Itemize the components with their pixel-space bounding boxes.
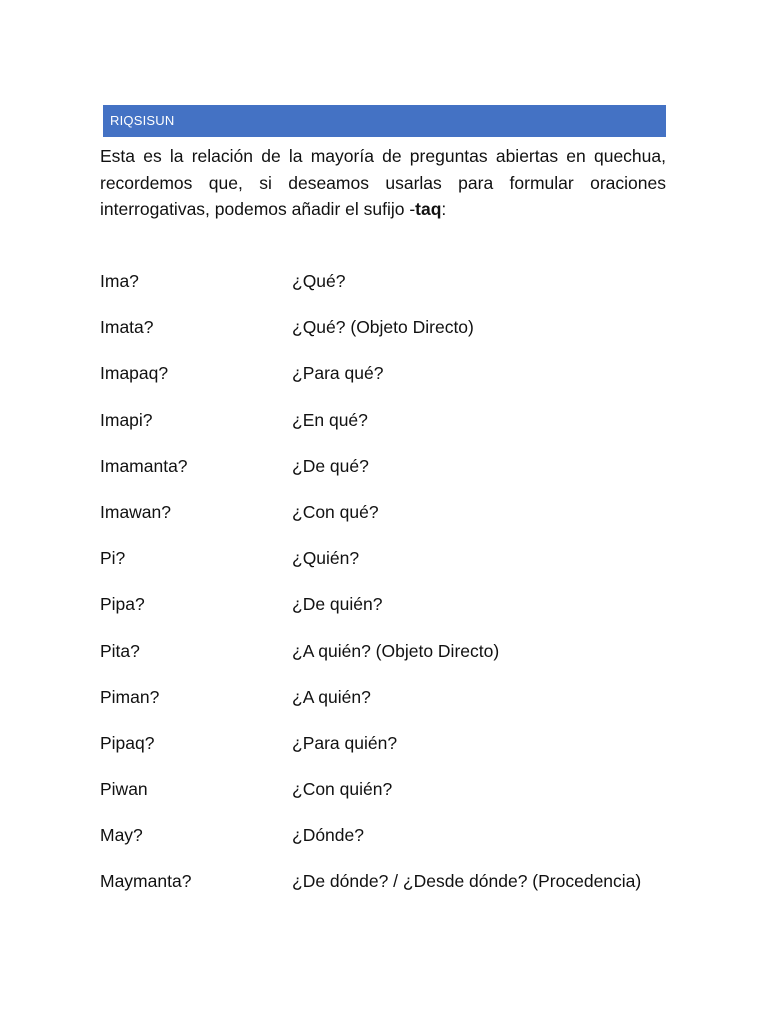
vocab-row: [100, 545, 670, 591]
intro-text: Esta es la relación de la mayoría de preguntas abiertas en quechua, recordemos que, si deseamos usarlas para formular oraciones interrogativas, podemos añadir el sufijo -: [100, 146, 666, 219]
vocab-row: [100, 314, 670, 360]
quechua-word: Piman?: [100, 686, 160, 707]
quechua-word: Imawan?: [100, 501, 172, 522]
quechua-word: Pipa?: [100, 594, 145, 615]
spanish-translation: ¿Dónde?: [292, 825, 364, 846]
quechua-word: Imapi?: [100, 409, 153, 430]
quechua-word: Imata?: [100, 317, 154, 338]
suffix-taq: taq: [415, 199, 442, 219]
vocab-row: [100, 822, 670, 868]
spanish-translation: ¿En qué?: [292, 409, 368, 430]
spanish-translation: ¿A quién? (Objeto Directo): [292, 640, 500, 661]
spanish-translation: ¿Qué?: [292, 271, 346, 291]
spanish-translation: ¿De dónde? / ¿Desde dónde? (Procedencia): [292, 871, 642, 892]
vocab-row: [100, 684, 670, 730]
vocab-row: [100, 730, 670, 776]
intro-paragraph: [100, 143, 666, 223]
intro-colon: :: [441, 199, 447, 219]
vocab-row: [100, 407, 670, 453]
section-title: RIQSISUN: [110, 113, 175, 128]
spanish-translation: ¿Qué? (Objeto Directo): [292, 317, 474, 338]
vocab-row: [100, 268, 670, 314]
vocab-row: [100, 360, 670, 406]
vocabulary-list: [100, 268, 670, 915]
spanish-translation: ¿Para quién?: [292, 732, 398, 753]
spanish-translation: ¿De quién?: [292, 594, 383, 615]
vocab-row: [100, 776, 670, 822]
quechua-word: Maymanta?: [100, 871, 192, 892]
quechua-word: Pita?: [100, 640, 140, 661]
section-header: [103, 105, 666, 137]
vocab-row: [100, 868, 670, 914]
vocab-row: [100, 591, 670, 637]
spanish-translation: ¿De qué?: [292, 455, 369, 476]
spanish-translation: ¿Con qué?: [292, 501, 379, 522]
vocab-row: [100, 638, 670, 684]
spanish-translation: ¿A quién?: [292, 686, 371, 707]
quechua-word: Ima?: [100, 271, 139, 291]
quechua-word: Piwan: [100, 779, 148, 800]
quechua-word: Imamanta?: [100, 455, 188, 476]
spanish-translation: ¿Para qué?: [292, 363, 384, 384]
vocab-row: [100, 453, 670, 499]
quechua-word: Pi?: [100, 548, 126, 569]
vocab-row: [100, 499, 670, 545]
quechua-word: Imapaq?: [100, 363, 169, 384]
spanish-translation: ¿Con quién?: [292, 779, 393, 800]
quechua-word: May?: [100, 825, 143, 846]
spanish-translation: ¿Quién?: [292, 548, 360, 569]
quechua-word: Pipaq?: [100, 732, 155, 753]
